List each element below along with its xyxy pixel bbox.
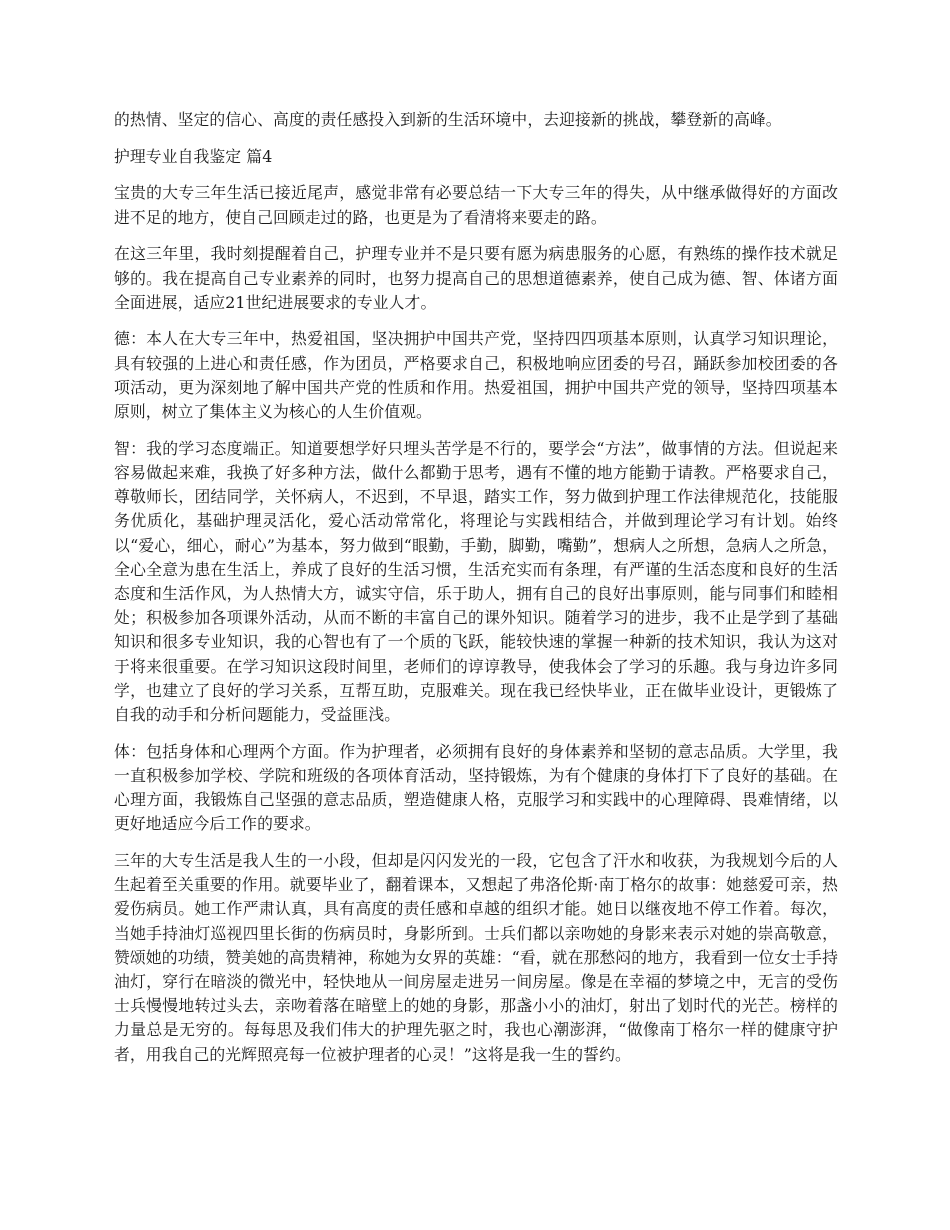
paragraph-physique: 体：包括身体和心理两个方面。作为护理者，必须拥有良好的身体素养和坚韧的意志品质。大学里，我一直积极参加学校、学院和班级的各项体育活动，坚持锻炼，为有个健康的身体打下了良好的基础。在心理方面，我锻炼自己坚强的意志品质，塑造健康人格，克服学习和实践中的心理障碍、畏难情绪，以更好地适应今后工作的要求。 [114,741,838,834]
document-page [114,108,838,1079]
paragraph-morality: 德：本人在大专三年中，热爱祖国，坚决拥护中国共产党，坚持四四项基本原则，认真学习知识理论，具有较强的上进心和责任感，作为团员，严格要求自己，积极地响应团委的号召，踊跃参加校团委的各项活动，更为深刻地了解中国共产党的性质和作用。热爱祖国，拥护中国共产党的领导，坚持四项基本原则，树立了集体主义为核心的人生价值观。 [114,329,838,422]
paragraph-intellect: 智：我的学习态度端正。知道要想学好只埋头苦学是不行的，要学会“方法”，做事情的方法。但说起来容易做起来难，我换了好多种方法，做什么都勤于思考，遇有不懂的地方能勤于请教。严格要求自己，尊敬师长，团结同学，关怀病人，不迟到，不早退，踏实工作，努力做到护理工作法律规范化，技能服务优质化，基础护理灵活化，爱心活动常常化，将理论与实践相结合，并做到理论学习有计划。始终以“爱心，细心，耐心”为基本，努力做到“眼勤，手勤，脚勤，嘴勤”，想病人之所想，急病人之所急，全心全意为患在生活上，养成了良好的生活习惯，生活充实而有条理，有严谨的生活态度和良好的生活态度和生活作风，为人热情大方，诚实守信，乐于助人，拥有自己的良好出事原则，能与同事们和睦相处；积极参加各项课外活动，从而不断的丰富自己的课外知识。随着学习的进步，我不止是学到了基础知识和很多专业知识，我的心智也有了一个质的飞跃，能较快速的掌握一种新的技术知识，我认为这对于将来很重要。在学习知识这段时间里，老师们的谆谆教导，使我体会了学习的乐趣。我与身边许多同学，也建立了良好的学习关系，互帮互助，克服难关。现在我已经快毕业，正在做毕业设计，更锻炼了自我的动手和分析问题能力，受益匪浅。 [114,438,838,724]
paragraph-overview: 在这三年里，我时刻提醒着自己，护理专业并不是只要有愿为病患服务的心愿，有熟练的操作技术就足够的。我在提高自己专业素养的同时，也努力提高自己的思想道德素养，使自己成为德、智、体诸方面全面进展，适应21世纪进展要求的专业人才。 [114,244,838,312]
section-heading: 护理专业自我鉴定 篇4 [114,146,273,166]
paragraph-intro: 宝贵的大专三年生活已接近尾声，感觉非常有必要总结一下大专三年的得失，从中继承做得好的方面改进不足的地方，使自己回顾走过的路，也更是为了看清将来要走的路。 [114,183,838,227]
paragraph-continuation: 的热情、坚定的信心、高度的责任感投入到新的生活环境中，去迎接新的挑战，攀登新的高峰。 [114,110,782,129]
paragraph-conclusion: 三年的大专生活是我人生的一小段，但却是闪闪发光的一段，它包含了汗水和收获，为我规划今后的人生起着至关重要的作用。就要毕业了，翻着课本，又想起了弗洛伦斯·南丁格尔的故事：她慈爱可亲，热爱伤病员。她工作严肃认真，具有高度的责任感和卓越的组织才能。她日以继夜地不停工作着。每次，当她手持油灯巡视四里长街的伤病员时，身影所到。士兵们都以亲吻她的身影来表示对她的崇高敬意，赞颂她的功绩，赞美她的高贵精神，称她为女界的英雄：“看，就在那愁闷的地方，我看到一位女士手持油灯，穿行在暗淡的微光中，轻快地从一间房屋走进另一间房屋。像是在幸福的梦境之中，无言的受伤士兵慢慢地转过头去，亲吻着落在暗壁上的她的身影，那盏小小的油灯，射出了划时代的光芒。榜样的力量总是无穷的。每每思及我们伟大的护理先驱之时，我也心潮澎湃，“做像南丁格尔一样的健康守护者，用我自己的光辉照亮每一位被护理者的心灵！”这将是我一生的誓约。 [114,850,838,1064]
